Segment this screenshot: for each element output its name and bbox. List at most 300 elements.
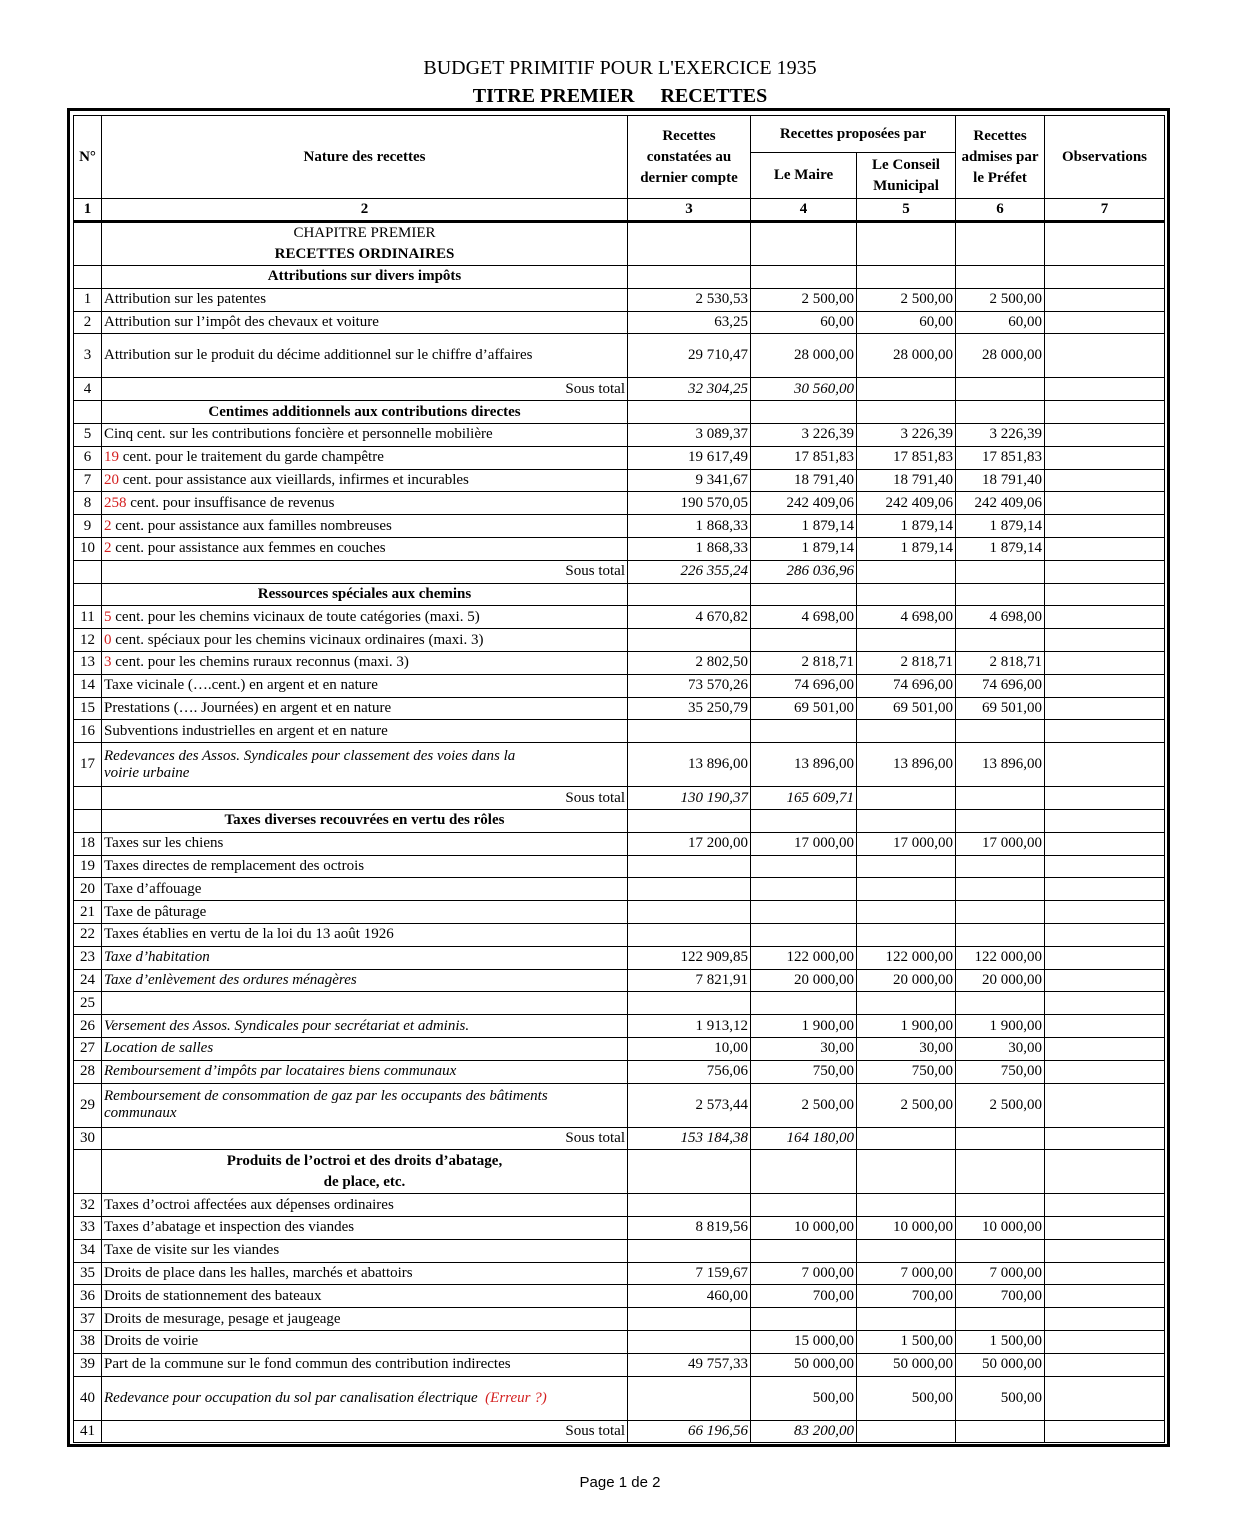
row-number: 8 [74, 492, 102, 515]
recettes-constatees: 1 913,12 [628, 1015, 751, 1038]
admises-prefet: 1 879,14 [956, 537, 1045, 560]
nature-cell [102, 537, 628, 560]
nature-label: Location de salles [104, 1040, 214, 1057]
admises-prefet: 242 409,06 [956, 492, 1045, 515]
table-row [74, 629, 1165, 652]
admises-prefet: 30,00 [956, 1037, 1045, 1060]
proposees-conseil [857, 1308, 956, 1331]
subtotal-label: Sous total [102, 787, 628, 810]
error-note: (Erreur ?) [485, 1389, 547, 1406]
proposees-maire [751, 1239, 857, 1262]
nature-cell [102, 878, 628, 901]
table-row [74, 992, 1165, 1015]
observations-cell [1045, 1083, 1165, 1127]
nature-cell [102, 1353, 628, 1376]
table-row [74, 1217, 1165, 1240]
admises-prefet: 1 900,00 [956, 1015, 1045, 1038]
empty-cell [956, 809, 1045, 832]
nature-cell [102, 1083, 628, 1127]
table-row [74, 1083, 1165, 1127]
nature-cell [102, 1308, 628, 1331]
empty-cell [956, 266, 1045, 289]
row-number: 22 [74, 923, 102, 946]
recettes-constatees: 9 341,67 [628, 469, 751, 492]
observations-cell [1045, 946, 1165, 969]
recettes-constatees: 73 570,26 [628, 674, 751, 697]
table-row [74, 423, 1165, 446]
proposees-conseil [857, 629, 956, 652]
admises-prefet: 69 501,00 [956, 697, 1045, 720]
proposees-maire: 28 000,00 [751, 334, 857, 378]
empty-cell [956, 1127, 1045, 1150]
recettes-constatees: 756,06 [628, 1060, 751, 1083]
proposees-conseil: 17 851,83 [857, 446, 956, 469]
proposees-conseil: 1 900,00 [857, 1015, 956, 1038]
empty-cell [857, 809, 956, 832]
section-title [102, 266, 628, 289]
proposees-conseil: 1 500,00 [857, 1331, 956, 1354]
proposees-conseil: 10 000,00 [857, 1217, 956, 1240]
empty-cell [857, 1127, 956, 1150]
page-footer: Page 1 de 2 [579, 1474, 661, 1491]
recettes-constatees: 1 868,33 [628, 515, 751, 538]
admises-prefet: 18 791,40 [956, 469, 1045, 492]
row-number [74, 266, 102, 289]
row-number: 7 [74, 469, 102, 492]
recettes-constatees [628, 1331, 751, 1354]
proposees-conseil [857, 923, 956, 946]
table-row [74, 651, 1165, 674]
admises-prefet [956, 720, 1045, 743]
empty-cell [956, 583, 1045, 606]
row-number: 18 [74, 832, 102, 855]
row-number: 29 [74, 1083, 102, 1127]
observations-cell [1045, 311, 1165, 334]
recettes-constatees: 29 710,47 [628, 334, 751, 378]
header-nature: Nature des recettes [102, 116, 628, 199]
nature-cell [102, 1285, 628, 1308]
row-number: 33 [74, 1217, 102, 1240]
table-row [74, 901, 1165, 924]
row-number [74, 787, 102, 810]
admises-prefet: 1 500,00 [956, 1331, 1045, 1354]
centimes-count: 0 [104, 631, 112, 648]
recettes-constatees [628, 923, 751, 946]
proposees-maire [751, 923, 857, 946]
empty-cell [857, 787, 956, 810]
nature-cell [102, 334, 628, 378]
observations-cell [1045, 923, 1165, 946]
proposees-maire: 17 000,00 [751, 832, 857, 855]
proposees-maire: 30,00 [751, 1037, 857, 1060]
proposees-conseil: 2 500,00 [857, 1083, 956, 1127]
proposees-conseil: 60,00 [857, 311, 956, 334]
row-number: 32 [74, 1194, 102, 1217]
observations-cell [1045, 992, 1165, 1015]
recettes-constatees: 19 617,49 [628, 446, 751, 469]
admises-prefet [956, 1308, 1045, 1331]
admises-prefet: 17 000,00 [956, 832, 1045, 855]
recettes-constatees: 1 868,33 [628, 537, 751, 560]
table-row [74, 469, 1165, 492]
empty-cell [751, 583, 857, 606]
nature-cell [102, 629, 628, 652]
table-row [74, 606, 1165, 629]
nature-label: Taxes sur les chiens [104, 835, 224, 852]
row-number [74, 1150, 102, 1194]
col-number: 7 [1045, 199, 1165, 222]
header-proposees: Recettes proposées par [751, 116, 956, 153]
section-title [102, 809, 628, 832]
admises-prefet [956, 992, 1045, 1015]
recettes-constatees: 3 089,37 [628, 423, 751, 446]
proposees-conseil [857, 878, 956, 901]
recettes-constatees: 49 757,33 [628, 1353, 751, 1376]
nature-label: Droits de stationnement des bateaux [104, 1287, 322, 1304]
proposees-maire: 750,00 [751, 1060, 857, 1083]
nature-cell [102, 1376, 628, 1420]
nature-cell [102, 1331, 628, 1354]
observations-cell [1045, 446, 1165, 469]
proposees-maire: 242 409,06 [751, 492, 857, 515]
empty-cell [857, 560, 956, 583]
proposees-conseil: 500,00 [857, 1376, 956, 1420]
admises-prefet: 20 000,00 [956, 969, 1045, 992]
nature-label: Taxe de pâturage [104, 903, 207, 920]
row-number: 4 [74, 378, 102, 401]
row-number: 20 [74, 878, 102, 901]
observations-cell [1045, 469, 1165, 492]
proposees-conseil: 7 000,00 [857, 1262, 956, 1285]
observations-cell [1045, 674, 1165, 697]
row-number: 36 [74, 1285, 102, 1308]
empty-cell [956, 401, 1045, 424]
observations-cell [1045, 969, 1165, 992]
admises-prefet: 2 818,71 [956, 651, 1045, 674]
row-number: 30 [74, 1127, 102, 1150]
proposees-maire: 17 851,83 [751, 446, 857, 469]
budget-table-frame [67, 108, 1170, 1447]
recettes-constatees: 4 670,82 [628, 606, 751, 629]
row-number: 15 [74, 697, 102, 720]
empty-cell [628, 583, 751, 606]
subtotal-label: Sous total [102, 560, 628, 583]
observations-cell [1045, 1308, 1165, 1331]
empty-cell [857, 401, 956, 424]
nature-label: cent. pour les chemins vicinaux de toute catégories (maxi. 5) [111, 608, 480, 625]
proposees-conseil: 28 000,00 [857, 334, 956, 378]
row-number: 35 [74, 1262, 102, 1285]
admises-prefet [956, 923, 1045, 946]
nature-cell [102, 515, 628, 538]
empty-cell [857, 583, 956, 606]
col-number: 4 [751, 199, 857, 222]
subtotal-maire: 30 560,00 [751, 378, 857, 401]
table-row [74, 311, 1165, 334]
empty-cell [857, 1150, 956, 1194]
empty-cell [956, 1420, 1045, 1443]
proposees-conseil [857, 720, 956, 743]
table-row [74, 1262, 1165, 1285]
observations-cell [1045, 1353, 1165, 1376]
table-row [74, 923, 1165, 946]
section-row [74, 266, 1165, 289]
recettes-constatees: 8 819,56 [628, 1217, 751, 1240]
centimes-count: 20 [104, 471, 119, 488]
observations-cell [1045, 423, 1165, 446]
row-number [74, 583, 102, 606]
recettes-constatees: 2 530,53 [628, 288, 751, 311]
header-maire: Le Maire [751, 153, 857, 199]
nature-label: Part de la commune sur le fond commun des contribution indirectes [104, 1356, 511, 1373]
row-number: 26 [74, 1015, 102, 1038]
col-number: 1 [74, 199, 102, 222]
proposees-maire [751, 878, 857, 901]
proposees-conseil [857, 901, 956, 924]
admises-prefet: 50 000,00 [956, 1353, 1045, 1376]
subtotal-row [74, 787, 1165, 810]
centimes-count: 5 [104, 608, 112, 625]
observations-cell [1045, 878, 1165, 901]
empty-cell [857, 1420, 956, 1443]
page-title: BUDGET PRIMITIF POUR L'EXERCICE 1935 [423, 57, 817, 79]
row-number: 21 [74, 901, 102, 924]
section-title-line: Produits de l’octroi et des droits d’abatage, [226, 1152, 503, 1169]
observations-cell [1045, 515, 1165, 538]
admises-prefet: 74 696,00 [956, 674, 1045, 697]
empty-cell [751, 266, 857, 289]
admises-prefet: 10 000,00 [956, 1217, 1045, 1240]
admises-prefet: 3 226,39 [956, 423, 1045, 446]
proposees-conseil [857, 855, 956, 878]
nature-cell [102, 923, 628, 946]
observations-cell [1045, 697, 1165, 720]
table-row [74, 697, 1165, 720]
empty-cell [956, 560, 1045, 583]
subtotal-row [74, 560, 1165, 583]
row-number: 12 [74, 629, 102, 652]
proposees-conseil [857, 1194, 956, 1217]
admises-prefet: 500,00 [956, 1376, 1045, 1420]
nature-label-line2: communaux [104, 1105, 177, 1121]
table-row [74, 1353, 1165, 1376]
subtotal-label: Sous total [102, 1420, 628, 1443]
row-number: 37 [74, 1308, 102, 1331]
nature-cell [102, 606, 628, 629]
table-row [74, 288, 1165, 311]
subtotal-constatees: 130 190,37 [628, 787, 751, 810]
empty-cell [751, 809, 857, 832]
subtotal-maire: 83 200,00 [751, 1420, 857, 1443]
subtitle-titre: TITRE PREMIER [472, 85, 635, 107]
nature-cell [102, 832, 628, 855]
recettes-constatees: 63,25 [628, 311, 751, 334]
row-number: 27 [74, 1037, 102, 1060]
nature-label: Prestations (…. Journées) en argent et en nature [104, 699, 392, 716]
empty-cell [628, 809, 751, 832]
observations-cell [1045, 1194, 1165, 1217]
proposees-maire: 1 879,14 [751, 515, 857, 538]
proposees-conseil [857, 1239, 956, 1262]
table-row [74, 832, 1165, 855]
nature-cell [102, 901, 628, 924]
nature-label: Attribution sur le produit du décime additionnel sur le chiffre d’affaires [104, 347, 533, 364]
centimes-count: 19 [104, 449, 119, 466]
nature-label: Taxes d’octroi affectées aux dépenses ordinaires [104, 1196, 394, 1213]
recettes-constatees: 35 250,79 [628, 697, 751, 720]
col-number: 2 [102, 199, 628, 222]
proposees-conseil: 20 000,00 [857, 969, 956, 992]
empty-cell [751, 401, 857, 424]
chapter-row [74, 222, 1165, 266]
section-title-line: Centimes additionnels aux contributions directes [208, 403, 521, 420]
recettes-constatees: 13 896,00 [628, 743, 751, 787]
col-number: 3 [628, 199, 751, 222]
proposees-conseil: 2 500,00 [857, 288, 956, 311]
empty-cell [857, 378, 956, 401]
nature-label: cent. pour assistance aux femmes en couches [111, 540, 386, 557]
admises-prefet [956, 1194, 1045, 1217]
nature-cell [102, 423, 628, 446]
section-title-line: Attributions sur divers impôts [267, 268, 462, 285]
nature-cell [102, 1262, 628, 1285]
admises-prefet: 750,00 [956, 1060, 1045, 1083]
proposees-conseil: 17 000,00 [857, 832, 956, 855]
admises-prefet: 700,00 [956, 1285, 1045, 1308]
subtotal-maire: 286 036,96 [751, 560, 857, 583]
admises-prefet: 2 500,00 [956, 288, 1045, 311]
observations-cell [1045, 832, 1165, 855]
nature-label: Taxe d’habitation [104, 949, 210, 966]
observations-cell [1045, 1015, 1165, 1038]
nature-label: cent. pour assistance aux vieillards, infirmes et incurables [119, 471, 469, 488]
section-title-line: de place, etc. [323, 1173, 406, 1190]
row-number: 28 [74, 1060, 102, 1083]
row-number: 34 [74, 1239, 102, 1262]
proposees-conseil: 74 696,00 [857, 674, 956, 697]
nature-label: Remboursement d’impôts par locataires biens communaux [104, 1063, 457, 1080]
empty-cell [956, 1150, 1045, 1194]
centimes-count: 258 [104, 494, 127, 511]
proposees-maire: 122 000,00 [751, 946, 857, 969]
proposees-maire [751, 629, 857, 652]
row-number: 19 [74, 855, 102, 878]
proposees-maire: 15 000,00 [751, 1331, 857, 1354]
subtotal-row [74, 1127, 1165, 1150]
admises-prefet: 17 851,83 [956, 446, 1045, 469]
subtotal-label: Sous total [102, 378, 628, 401]
proposees-conseil: 122 000,00 [857, 946, 956, 969]
proposees-maire: 2 818,71 [751, 651, 857, 674]
table-row [74, 515, 1165, 538]
nature-cell [102, 674, 628, 697]
observations-cell [1045, 651, 1165, 674]
nature-label: Redevance pour occupation du sol par canalisation électrique [104, 1389, 478, 1406]
nature-cell [102, 651, 628, 674]
observations-cell [1045, 1239, 1165, 1262]
row-number: 14 [74, 674, 102, 697]
observations-cell [1045, 743, 1165, 787]
nature-cell [102, 743, 628, 787]
admises-prefet [956, 878, 1045, 901]
table-row [74, 1037, 1165, 1060]
row-number [74, 809, 102, 832]
section-row [74, 583, 1165, 606]
recettes-constatees [628, 901, 751, 924]
observations-cell [1045, 378, 1165, 401]
empty-cell [1045, 583, 1165, 606]
nature-cell [102, 720, 628, 743]
proposees-maire [751, 992, 857, 1015]
recettes-constatees [628, 855, 751, 878]
row-number: 39 [74, 1353, 102, 1376]
observations-cell [1045, 1420, 1165, 1443]
admises-prefet [956, 629, 1045, 652]
section-title [102, 401, 628, 424]
header-no: N° [74, 116, 102, 199]
table-row [74, 946, 1165, 969]
nature-cell [102, 288, 628, 311]
proposees-maire: 20 000,00 [751, 969, 857, 992]
recettes-constatees [628, 1308, 751, 1331]
table-row [74, 743, 1165, 787]
observations-cell [1045, 537, 1165, 560]
table-row [74, 878, 1165, 901]
proposees-conseil: 700,00 [857, 1285, 956, 1308]
table-row [74, 1376, 1165, 1420]
recettes-constatees [628, 1376, 751, 1420]
admises-prefet: 1 879,14 [956, 515, 1045, 538]
admises-prefet [956, 901, 1045, 924]
table-row [74, 492, 1165, 515]
proposees-conseil: 3 226,39 [857, 423, 956, 446]
proposees-maire [751, 901, 857, 924]
empty-cell [857, 266, 956, 289]
subtotal-constatees: 66 196,56 [628, 1420, 751, 1443]
nature-label: Taxe d’affouage [104, 880, 202, 897]
proposees-conseil: 1 879,14 [857, 515, 956, 538]
proposees-maire: 74 696,00 [751, 674, 857, 697]
observations-cell [1045, 288, 1165, 311]
admises-prefet: 60,00 [956, 311, 1045, 334]
subtotal-row [74, 1420, 1165, 1443]
table-row [74, 1239, 1165, 1262]
subtotal-row [74, 378, 1165, 401]
table-row [74, 537, 1165, 560]
admises-prefet [956, 855, 1045, 878]
recettes-constatees: 7 159,67 [628, 1262, 751, 1285]
observations-cell [1045, 334, 1165, 378]
nature-label: Taxes d’abatage et inspection des viandes [104, 1219, 355, 1236]
observations-cell [1045, 1217, 1165, 1240]
nature-label: Taxes établies en vertu de la loi du 13 août 1926 [104, 926, 394, 943]
nature-label-line2: voirie urbaine [104, 764, 190, 781]
nature-label: cent. pour les chemins ruraux reconnus (maxi. 3) [111, 654, 409, 671]
nature-label: Taxe de visite sur les viandes [104, 1242, 280, 1259]
recettes-constatees: 122 909,85 [628, 946, 751, 969]
recettes-constatees [628, 629, 751, 652]
row-number: 3 [74, 334, 102, 378]
row-number: 24 [74, 969, 102, 992]
header-admises: Recettes admises par le Préfet [956, 116, 1045, 199]
nature-cell [102, 1037, 628, 1060]
admises-prefet: 2 500,00 [956, 1083, 1045, 1127]
proposees-maire: 7 000,00 [751, 1262, 857, 1285]
nature-label: Remboursement de consommation de gaz par les occupants des bâtiments [104, 1088, 548, 1104]
row-number: 38 [74, 1331, 102, 1354]
header-col-numbers [74, 199, 1165, 222]
nature-cell [102, 1239, 628, 1262]
